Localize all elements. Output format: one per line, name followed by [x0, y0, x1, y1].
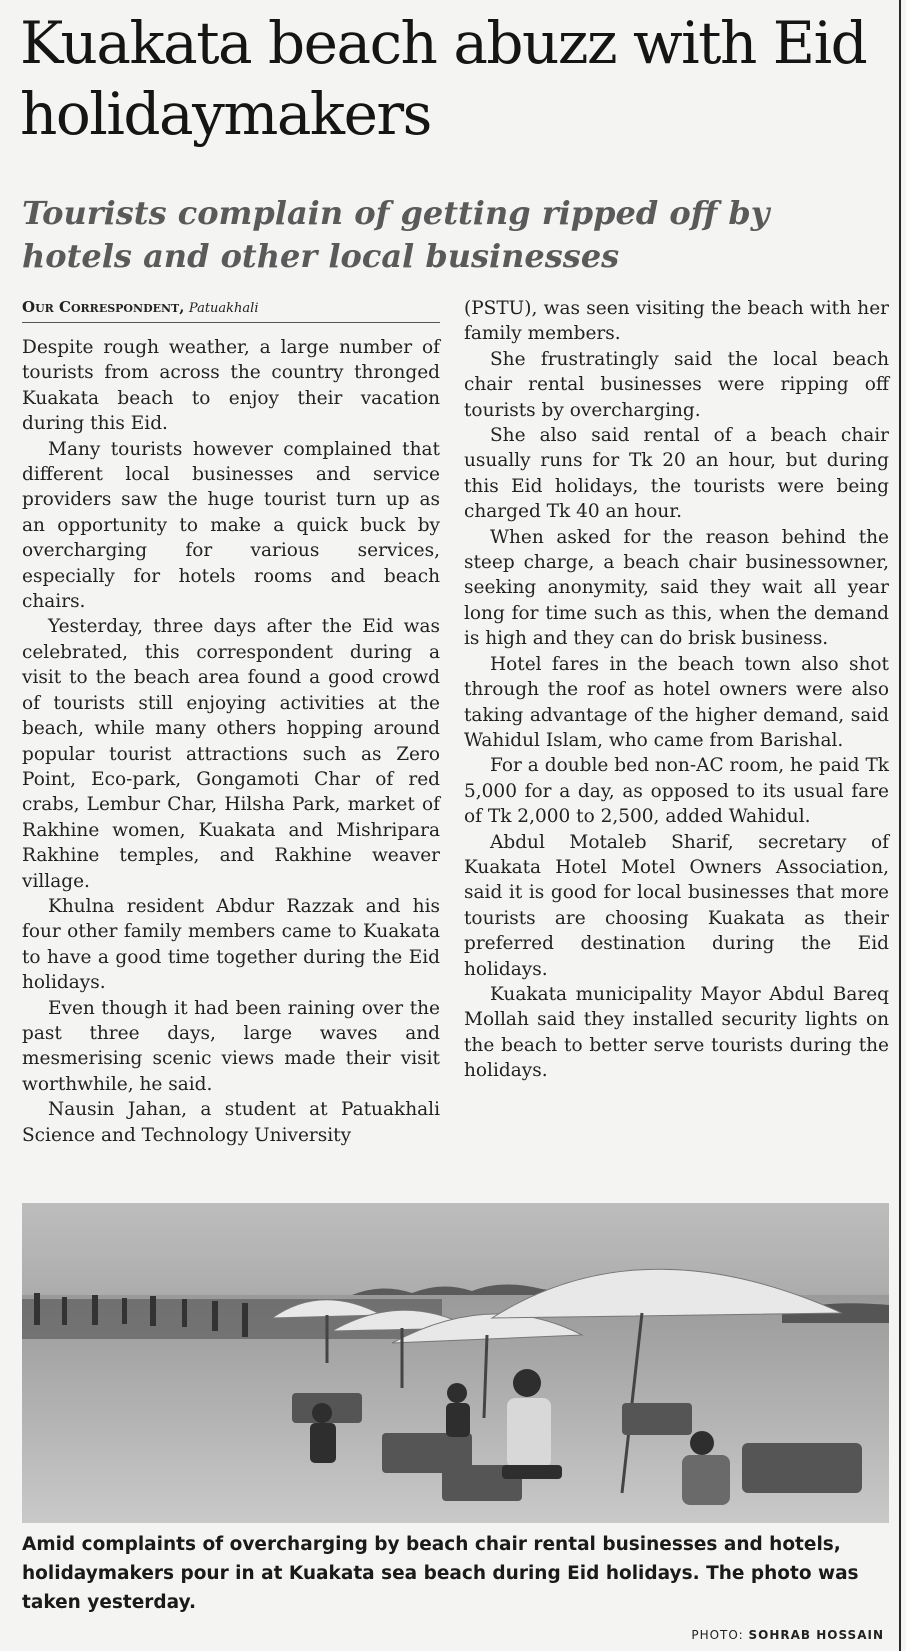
- photo-credit-label: PHOTO:: [691, 1628, 744, 1642]
- paragraph: Yesterday, three days after the Eid was celebrated, this correspondent during a visit to the beach area found a good crowd of tourists still enjoying activities at the beach, while many others hopping around popular tourist attractions such as Zero Point, Eco-park, Gongamoti Char of red crabs, Lembur Char, Hilsha Park, market of Rakhine women, Kuakata and Mishripara Rakhine temples, and Rakhine weaver village.: [22, 616, 440, 892]
- article-column-1: [22, 335, 440, 1148]
- paragraph: Hotel fares in the beach town also shot through the roof as hotel owners were also taking advantage of the higher demand, said Wahidul Islam, who came from Barishal.: [464, 653, 889, 751]
- photo-credit: [691, 1628, 884, 1642]
- paragraph: Kuakata municipality Mayor Abdul Bareq Mollah said they installed security lights on the beach to better serve tourists during the holidays.: [464, 983, 889, 1082]
- headline: Kuakata beach abuzz with Eid holidaymakers: [20, 9, 867, 148]
- paragraph: Abdul Motaleb Sharif, secretary of Kuakata Hotel Motel Owners Association, said it is good for local businesses that more tourists are choosing Kuakata as their preferred destination during the Eid holidays.: [464, 831, 889, 980]
- paragraph: For a double bed non-AC room, he paid Tk 5,000 for a day, as opposed to its usual fare of Tk 2,000 to 2,500, added Wahidul.: [464, 755, 889, 828]
- beach-photo: [22, 1203, 889, 1523]
- paragraph: Even though it had been raining over the past three days, large waves and mesmerising scenic views made their visit worthwhile, he said.: [22, 997, 440, 1095]
- paragraph: Many tourists however complained that different local businesses and service providers saw the huge tourist turn up as an opportunity to make a quick buck by overcharging for various services, especially for hotels rooms and beach chairs.: [22, 438, 440, 613]
- paragraph: She also said rental of a beach chair usually runs for Tk 20 an hour, but during this Eid holidays, the tourists were being charged Tk 40 an hour.: [464, 425, 889, 523]
- paragraph: When asked for the reason behind the steep charge, a beach chair businessowner, seeking anonymity, said they wait all year long for time such as this, when the demand is high and they can do brisk business.: [464, 526, 889, 650]
- photo-caption: Amid complaints of overcharging by beach chair rental businesses and hotels, holidaymakers pour in at Kuakata sea beach during Eid holidays. The photo was taken yesterday.: [22, 1534, 859, 1613]
- byline-name: Our Correspondent,: [22, 298, 185, 316]
- paragraph: (PSTU), was seen visiting the beach with her family members.: [464, 298, 889, 345]
- paragraph: Nausin Jahan, a student at Patuakhali Science and Technology University: [22, 1099, 440, 1146]
- column-rule: [899, 0, 901, 1651]
- byline-divider: [22, 322, 440, 323]
- paragraph: Khulna resident Abdur Razzak and his four other family members came to Kuakata to have a good time together during the Eid holidays.: [22, 895, 440, 994]
- beach-photo-illustration: [22, 1203, 889, 1523]
- photo-credit-name: SOHRAB HOSSAIN: [748, 1628, 884, 1642]
- byline-location: Patuakhali: [188, 301, 259, 316]
- subheadline: Tourists complain of getting ripped off by hotels and other local businesses: [22, 194, 770, 275]
- paragraph: Despite rough weather, a large number of tourists from across the country thronged Kuakata beach to enjoy their vacation during this Eid.: [22, 337, 440, 435]
- byline: [22, 298, 440, 318]
- paragraph: She frustratingly said the local beach chair rental businesses were ripping off tourists by overcharging.: [464, 348, 889, 421]
- article-column-2: [464, 296, 889, 1084]
